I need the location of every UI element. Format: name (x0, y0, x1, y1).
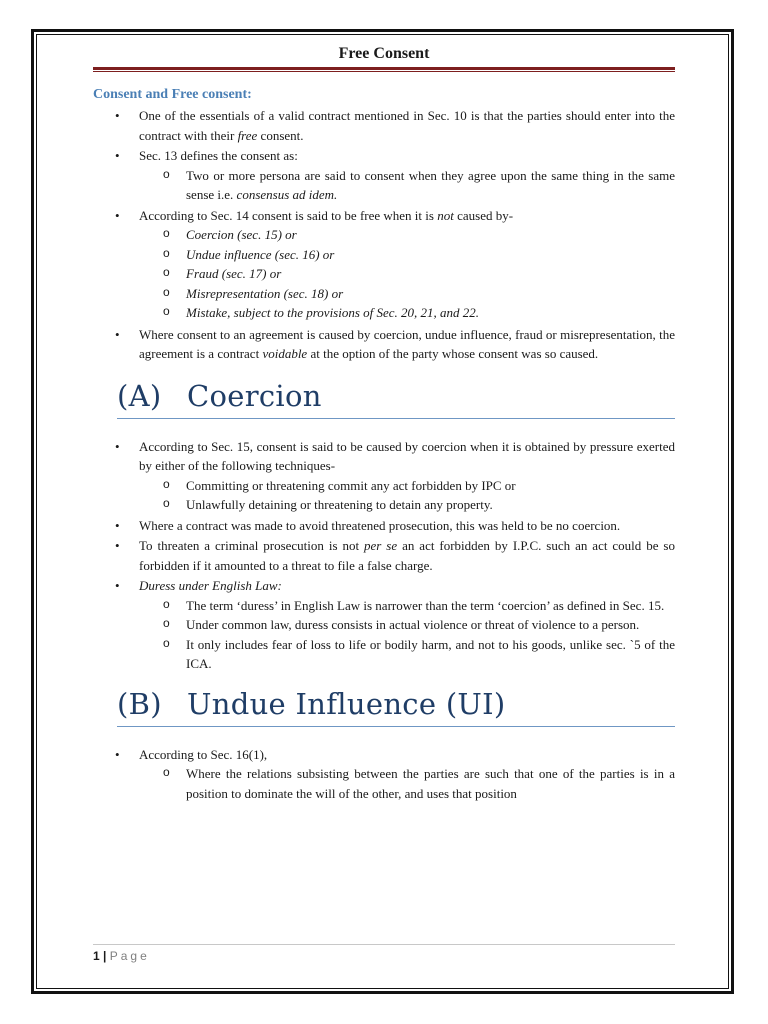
undue-influence-list (93, 745, 675, 804)
circle-bullet-icon: o (163, 226, 170, 240)
bullet-icon: • (115, 108, 120, 123)
sub-list (139, 476, 675, 515)
circle-bullet-icon: o (163, 245, 170, 260)
section-heading-consent: Consent and Free consent: (93, 87, 252, 102)
list-item: • One of the essentials of a valid contract mentioned in Sec. 10 is that the parties should enter into the contract with their free consent. (115, 108, 675, 143)
page-number: 1 (93, 949, 100, 963)
list-item: • Where consent to an agreement is caused by coercion, undue influence, fraud or misrepresentation, the agreement is a contract voidable at the option of the party whose consent was so caused. (115, 326, 675, 361)
list-item: • Duress under English Law: o The term ‘duress’ in English Law is narrower than the term ‘coercion’ as defined in Sec. 15. o Under common law, duress consists in actual violence or threat of violence to a person. o It only includes fear of loss to life or bodily harm, and not to his goods, unlike sec. `5 of the ICA. (93, 576, 675, 674)
bullet-icon: • (115, 746, 120, 762)
bullet-icon: • (115, 326, 120, 342)
bullet-icon: • (115, 148, 120, 163)
page-footer (93, 944, 675, 963)
circle-bullet-icon: o (163, 304, 170, 318)
circle-bullet-icon: o (163, 265, 170, 279)
bullet-icon: • (115, 578, 120, 593)
heading-undue-influence: (B) Undue Influence (UI) (117, 686, 506, 721)
sub-list-item: o Committing or threatening commit any act forbidden by IPC or (163, 476, 516, 493)
list-item: • To threaten a criminal prosecution is not per se an act forbidden by I.P.C. such an act could be so forbidden if it amounted to a threat to file a false charge. (115, 538, 675, 573)
list-item: • Where a contract was made to avoid threatened prosecution, this was held to be no coercion. (93, 516, 675, 536)
circle-bullet-icon: o (163, 765, 170, 779)
sub-list-item: o Under common law, duress consists in actual violence or threat of violence to a person. (163, 616, 640, 632)
sub-list-item: o The term ‘duress’ in English Law is narrower than the term ‘coercion’ as defined in Sec. 15. (163, 596, 665, 613)
bullet-icon: • (115, 538, 120, 553)
circle-bullet-icon: o (163, 635, 170, 650)
heading-undue-influence-block (93, 686, 675, 727)
bullet-icon: • (115, 517, 120, 533)
circle-bullet-icon: o (163, 616, 170, 630)
sub-list-item: o Unlawfully detaining or threatening to detain any property. (163, 496, 493, 512)
list-item: • According to Sec. 15, consent is said to be caused by coercion when it is obtained by pressure exerted by either of the following techniques- o Committing or threatening commit any act forbidden by IPC or o Unlawfully detaining or threatening to detain any property. (93, 437, 675, 515)
bullet-icon: • (115, 438, 120, 454)
sub-list (139, 764, 675, 803)
consent-list (93, 106, 675, 364)
circle-bullet-icon: o (163, 284, 170, 299)
sub-list-item: o Misrepresentation (sec. 18) or (163, 284, 344, 301)
coercion-list (93, 437, 675, 674)
sub-list-item: o It only includes fear of loss to life or bodily harm, and not to his goods, unlike sec. `5 of the ICA. (163, 635, 675, 671)
sub-list-item: o Undue influence (sec. 16) or (163, 245, 335, 262)
sub-list-item: o Two or more persona are said to consent when they agree upon the same thing in the same sense i.e. consensus ad idem. (163, 166, 675, 202)
header-rule (93, 67, 675, 72)
heading-rule (117, 726, 675, 727)
footer-separator: | (103, 949, 107, 963)
bullet-icon: • (115, 207, 120, 223)
heading-rule (117, 418, 675, 419)
circle-bullet-icon: o (163, 166, 170, 181)
circle-bullet-icon: o (163, 496, 170, 510)
sub-list (139, 225, 675, 323)
list-item: • Sec. 13 defines the consent as: o Two or more persona are said to consent when they agree upon the same thing in the same sense i.e. consensus ad idem. (93, 146, 675, 205)
list-item: • According to Sec. 14 consent is said to be free when it is not caused by- o Coercion (sec. 15) or o Undue influence (sec. 16) or o Fraud (sec. 17) or o Misrepresentation (sec. 18) or o Mistake, subject to the provisions of Sec. 20, 21, and 22. (93, 206, 675, 323)
list-item: • According to Sec. 16(1), o Where the relations subsisting between the parties are such that one of the parties is in a position to dominate the will of the other, and uses that position (93, 745, 675, 804)
heading-coercion: (A) Coercion (117, 378, 322, 413)
heading-coercion-block (93, 378, 675, 419)
sub-list-item: o Coercion (sec. 15) or (163, 226, 297, 242)
sub-list-item: o Mistake, subject to the provisions of Sec. 20, 21, and 22. (163, 304, 480, 320)
circle-bullet-icon: o (163, 596, 170, 611)
page-label: Page (109, 949, 150, 963)
sub-list-item: o Where the relations subsisting between the parties are such that one of the parties is in a position to dominate the will of the other, and uses that position (163, 765, 675, 801)
document-title: Free Consent (338, 45, 430, 62)
sub-list-item: o Fraud (sec. 17) or (163, 265, 282, 281)
document-body (93, 42, 675, 804)
circle-bullet-icon: o (163, 476, 170, 491)
sub-list (139, 166, 675, 205)
sub-list (139, 596, 675, 674)
